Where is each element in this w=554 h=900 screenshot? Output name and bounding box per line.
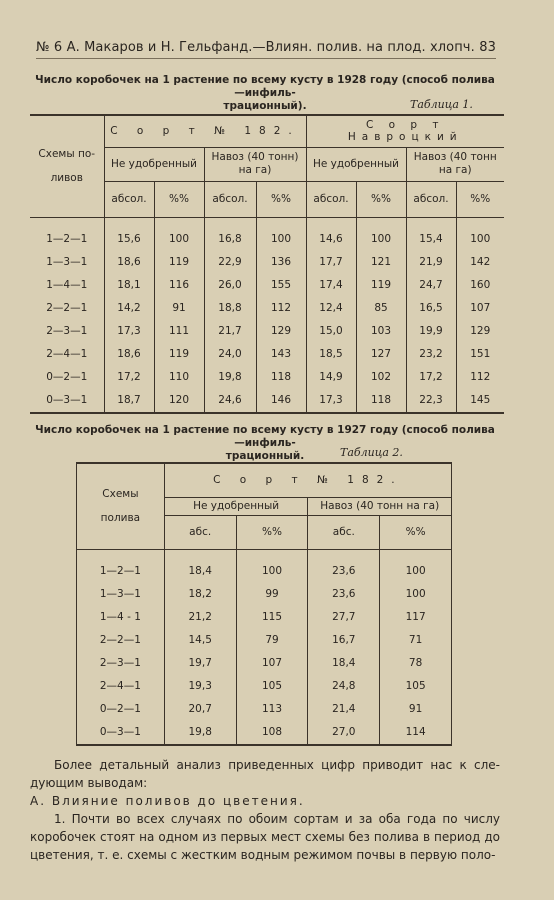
- table1-pct-2: %%: [256, 181, 306, 217]
- table2-value-cell: 19,8: [164, 721, 236, 745]
- table2-scheme-cell: 1—3—1: [77, 583, 165, 606]
- table2-schemes-header-text: Схемы полива: [100, 488, 141, 525]
- table1-caption-line2: трационный).: [223, 100, 307, 112]
- table2-value-cell: 24,8: [308, 675, 380, 698]
- table1-value-cell: 15,0: [306, 320, 356, 343]
- table2-value-cell: 71: [380, 629, 452, 652]
- table1-spacer-cell: [306, 217, 356, 228]
- table2-value-cell: 114: [380, 721, 452, 745]
- table1-value-cell: 19,8: [204, 366, 256, 389]
- table1-value-cell: 160: [456, 274, 504, 297]
- table1-spacer-cell: [256, 217, 306, 228]
- table1-value-cell: 85: [356, 297, 406, 320]
- table1-value-cell: 119: [356, 274, 406, 297]
- table1-value-cell: 14,2: [104, 297, 154, 320]
- table2-no-fert: Не удобренный: [164, 497, 308, 515]
- table1-value-cell: 23,2: [406, 343, 456, 366]
- table1-value-cell: 91: [154, 297, 204, 320]
- table1-value-cell: 127: [356, 343, 406, 366]
- table1-value-cell: 100: [356, 228, 406, 251]
- table1-row: [30, 228, 504, 251]
- table1-abs-4: абсол.: [406, 181, 456, 217]
- table1-manure-2: Навоз (40 тонн на га): [406, 147, 504, 181]
- table1-value-cell: 18,8: [204, 297, 256, 320]
- table1-no-fert-2: Не удобренный: [306, 147, 406, 181]
- table1-value-cell: 112: [256, 297, 306, 320]
- table1-row: [30, 389, 504, 413]
- table2-value-cell: 99: [236, 583, 308, 606]
- table2-value-cell: 23,6: [308, 583, 380, 606]
- table2-abs-1: абс.: [164, 515, 236, 549]
- table2-value-cell: 18,4: [164, 560, 236, 583]
- table1-spacer-row: [30, 217, 504, 228]
- table1-value-cell: 17,2: [406, 366, 456, 389]
- table1-no-fert-1: Не удобренный: [104, 147, 204, 181]
- table1-value-cell: 15,6: [104, 228, 154, 251]
- table1-schemes-header: [30, 115, 104, 217]
- table2-spacer-cell: [77, 549, 165, 560]
- table2-caption: [30, 424, 500, 463]
- table2-value-cell: 105: [380, 675, 452, 698]
- table2-abs-2: абс.: [308, 515, 380, 549]
- table2-spacer-cell: [164, 549, 236, 560]
- table1-row: [30, 274, 504, 297]
- table1-body: [30, 217, 504, 413]
- point-1-paragraph: 1. Почти во всех случаях по обоим сортам и за оба года по числу коробочек стоят на одном из первых мест схемы без полива в период до цветения, т. е. схемы с жестким водным режимом почвы в первую поло-: [30, 812, 500, 862]
- table1-value-cell: 17,3: [104, 320, 154, 343]
- table2-row: [77, 560, 452, 583]
- table2-spacer-cell: [308, 549, 380, 560]
- table2-scheme-cell: 2—3—1: [77, 652, 165, 675]
- table2-body: [77, 549, 452, 745]
- table1-schemes-header-text: Схемы по- ливов: [38, 148, 96, 185]
- table1-value-cell: 142: [456, 251, 504, 274]
- table1-pct-1: %%: [154, 181, 204, 217]
- table1-value-cell: 119: [154, 343, 204, 366]
- table2-scheme-cell: 1—4 - 1: [77, 606, 165, 629]
- table2-value-cell: 14,5: [164, 629, 236, 652]
- table2-value-cell: 91: [380, 698, 452, 721]
- table1-value-cell: 120: [154, 389, 204, 413]
- table1-value-cell: 24,0: [204, 343, 256, 366]
- table2-value-cell: 100: [236, 560, 308, 583]
- table1-value-cell: 143: [256, 343, 306, 366]
- table1-value-cell: 19,9: [406, 320, 456, 343]
- page-number: 83: [479, 40, 496, 55]
- table2-spacer-cell: [380, 549, 452, 560]
- table2-value-cell: 20,7: [164, 698, 236, 721]
- table1-scheme-cell: 2—3—1: [30, 320, 104, 343]
- table1-value-cell: 21,7: [204, 320, 256, 343]
- table2-row: [77, 583, 452, 606]
- table2-spacer-cell: [236, 549, 308, 560]
- table1: [30, 114, 504, 414]
- table1-manure-1: Навоз (40 тонн) на га): [204, 147, 306, 181]
- table1-value-cell: 17,4: [306, 274, 356, 297]
- table2-spacer-row: [77, 549, 452, 560]
- table1-scheme-cell: 2—4—1: [30, 343, 104, 366]
- table1-value-cell: 100: [256, 228, 306, 251]
- table1-abs-1: абсол.: [104, 181, 154, 217]
- table1-value-cell: 22,9: [204, 251, 256, 274]
- table2-value-cell: 115: [236, 606, 308, 629]
- table2-sort-header: С о р т № 182.: [164, 463, 451, 497]
- table1-value-cell: 18,7: [104, 389, 154, 413]
- table1-value-cell: 16,8: [204, 228, 256, 251]
- table2-value-cell: 23,6: [308, 560, 380, 583]
- table1-spacer-cell: [104, 217, 154, 228]
- table1-value-cell: 24,7: [406, 274, 456, 297]
- table1-value-cell: 18,5: [306, 343, 356, 366]
- table1-value-cell: 102: [356, 366, 406, 389]
- table2-pct-1: %%: [236, 515, 308, 549]
- issue-number: № 6: [36, 40, 63, 55]
- running-title: А. Макаров и Н. Гельфанд.—Влиян. полив. на плод. хлопч.: [66, 40, 475, 55]
- table1-value-cell: 18,6: [104, 343, 154, 366]
- table1-value-cell: 121: [356, 251, 406, 274]
- table2-value-cell: 18,2: [164, 583, 236, 606]
- table2-row: [77, 675, 452, 698]
- table2-manure: Навоз (40 тонн на га): [308, 497, 452, 515]
- table2-value-cell: 78: [380, 652, 452, 675]
- section-heading: А. Влияние поливов до цветения.: [30, 794, 305, 808]
- table1-value-cell: 26,0: [204, 274, 256, 297]
- table1-value-cell: 14,6: [306, 228, 356, 251]
- table1-value-cell: 118: [356, 389, 406, 413]
- table2-value-cell: 100: [380, 560, 452, 583]
- table2-value-cell: 27,7: [308, 606, 380, 629]
- table1-value-cell: 116: [154, 274, 204, 297]
- table2-scheme-cell: 0—2—1: [77, 698, 165, 721]
- table2-schemes-header: [77, 463, 165, 549]
- table2-scheme-cell: 0—3—1: [77, 721, 165, 745]
- table2-value-cell: 19,7: [164, 652, 236, 675]
- table1-abs-3: абсол.: [306, 181, 356, 217]
- table1-value-cell: 136: [256, 251, 306, 274]
- table1-value-cell: 16,5: [406, 297, 456, 320]
- table1-value-cell: 110: [154, 366, 204, 389]
- table2-value-cell: 21,2: [164, 606, 236, 629]
- table2-label: Таблица 2.: [340, 446, 403, 459]
- table1-value-cell: 17,7: [306, 251, 356, 274]
- table2-row: [77, 652, 452, 675]
- table1-value-cell: 15,4: [406, 228, 456, 251]
- table1-value-cell: 112: [456, 366, 504, 389]
- table2-value-cell: 19,3: [164, 675, 236, 698]
- table1-label: Таблица 1.: [410, 98, 473, 111]
- conclusions-paragraph: [30, 756, 500, 864]
- table2-value-cell: 79: [236, 629, 308, 652]
- table2-value-cell: 107: [236, 652, 308, 675]
- table1-value-cell: 103: [356, 320, 406, 343]
- table2-value-cell: 108: [236, 721, 308, 745]
- table1-scheme-cell: 0—2—1: [30, 366, 104, 389]
- table2-scheme-cell: 2—4—1: [77, 675, 165, 698]
- table1-value-cell: 118: [256, 366, 306, 389]
- table1-row: [30, 320, 504, 343]
- conclusions-intro: Более детальный анализ приведенных цифр приводит нас к сле-дующим выводам:: [30, 758, 500, 790]
- table2-row: [77, 721, 452, 745]
- table1-value-cell: 145: [456, 389, 504, 413]
- table1-value-cell: 17,3: [306, 389, 356, 413]
- table1-scheme-cell: 0—3—1: [30, 389, 104, 413]
- table2-scheme-cell: 1—2—1: [77, 560, 165, 583]
- table2-value-cell: 117: [380, 606, 452, 629]
- table1-pct-3: %%: [356, 181, 406, 217]
- table2-value-cell: 21,4: [308, 698, 380, 721]
- table1-value-cell: 21,9: [406, 251, 456, 274]
- table1-value-cell: 119: [154, 251, 204, 274]
- table1-value-cell: 129: [456, 320, 504, 343]
- table1-value-cell: 146: [256, 389, 306, 413]
- table2-row: [77, 698, 452, 721]
- table2-value-cell: 27,0: [308, 721, 380, 745]
- table2-caption-line1: Число коробочек на 1 растение по всему кусту в 1927 году (способ полива—инфиль-: [35, 424, 495, 449]
- table1-value-cell: 129: [256, 320, 306, 343]
- table1-caption-line1: Число коробочек на 1 растение по всему кусту в 1928 году (способ полива—инфиль-: [35, 74, 495, 99]
- table1-abs-2: абсол.: [204, 181, 256, 217]
- table1-pct-4: %%: [456, 181, 504, 217]
- table1-spacer-cell: [356, 217, 406, 228]
- table1-row: [30, 366, 504, 389]
- table1-row: [30, 297, 504, 320]
- table1-value-cell: 151: [456, 343, 504, 366]
- table2-scheme-cell: 2—2—1: [77, 629, 165, 652]
- table2-value-cell: 105: [236, 675, 308, 698]
- table1-scheme-cell: 1—4—1: [30, 274, 104, 297]
- table1-value-cell: 18,1: [104, 274, 154, 297]
- table2-caption-line2: трационный.: [225, 450, 305, 462]
- table1-spacer-cell: [406, 217, 456, 228]
- table2-pct-2: %%: [380, 515, 452, 549]
- table1-value-cell: 22,3: [406, 389, 456, 413]
- table1-spacer-cell: [456, 217, 504, 228]
- table1-value-cell: 100: [456, 228, 504, 251]
- table2-value-cell: 18,4: [308, 652, 380, 675]
- table1-value-cell: 12,4: [306, 297, 356, 320]
- table1-value-cell: 107: [456, 297, 504, 320]
- table1-scheme-cell: 1—3—1: [30, 251, 104, 274]
- table2-value-cell: 16,7: [308, 629, 380, 652]
- table2-value-cell: 100: [380, 583, 452, 606]
- table1-value-cell: 24,6: [204, 389, 256, 413]
- table2: [76, 462, 452, 746]
- table1-value-cell: 100: [154, 228, 204, 251]
- table1-sort1-header: С о р т № 182.: [104, 115, 306, 147]
- table1-spacer-cell: [154, 217, 204, 228]
- table1-scheme-cell: 1—2—1: [30, 228, 104, 251]
- table2-row: [77, 606, 452, 629]
- table1-row: [30, 343, 504, 366]
- table1-value-cell: 18,6: [104, 251, 154, 274]
- table2-row: [77, 629, 452, 652]
- table1-value-cell: 111: [154, 320, 204, 343]
- running-header: [36, 40, 496, 59]
- table1-value-cell: 17,2: [104, 366, 154, 389]
- table1-scheme-cell: 2—2—1: [30, 297, 104, 320]
- table1-spacer-cell: [204, 217, 256, 228]
- table1-spacer-cell: [30, 217, 104, 228]
- table2-value-cell: 113: [236, 698, 308, 721]
- table1-value-cell: 14,9: [306, 366, 356, 389]
- table1-row: [30, 251, 504, 274]
- table1-sort2-header: С о р т Навроцкий: [306, 115, 504, 147]
- table1-value-cell: 155: [256, 274, 306, 297]
